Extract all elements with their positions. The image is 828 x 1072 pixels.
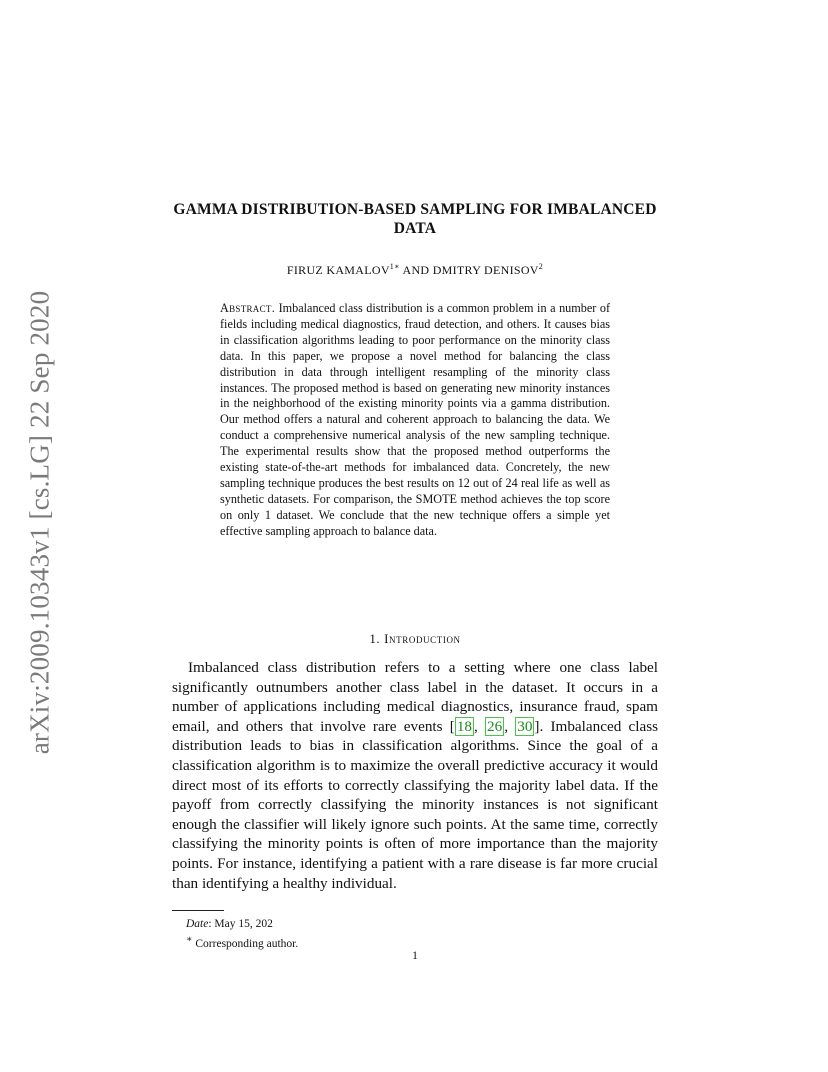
author-2-affiliation: 2 <box>538 262 544 271</box>
author-connector: AND <box>399 263 433 277</box>
author-1: FIRUZ KAMALOV <box>286 263 390 277</box>
arxiv-identifier-text: arXiv:2009.10343v1 [cs.LG] 22 Sep 2020 <box>24 290 55 755</box>
intro-text-part2: ]. Imbalanced class distribution leads to bias in classification algorithms. Since the goal of a classification algorithm is to maximize the overall predictive accuracy it would direct most of its efforts to correctly classifying the majority label data. If the payoff from correctly classifying the minority instances is not significant enough the classifier will likely ignore such points. At the same time, correctly classifying the minority points is often of more importance than the majority points. For instance, identifying a patient with a rare disease is far more crucial than identifying a healthy individual. <box>172 717 659 892</box>
citation-separator: , <box>504 717 516 735</box>
citation-link[interactable]: 30 <box>517 717 533 735</box>
page-number: 1 <box>412 950 418 962</box>
corresponding-mark: ∗ <box>186 934 193 945</box>
abstract <box>220 301 610 540</box>
intro-paragraph <box>172 658 658 893</box>
intro-text-part1: Imbalanced class distribution refers to a setting where one class label significantly outnumbers another class label in the dataset. It occurs in a number of applications including medical diagnostics, insurance fraud, spam email, and others that involve rare events [ <box>172 659 658 735</box>
section-heading: 1. Introduction <box>369 631 461 646</box>
date-label: Date <box>186 918 209 930</box>
abstract-text: Imbalanced class distribution is a common problem in a number of fields including medical diagnostics, fraud detection, and others. It causes bias in classification algorithms leading to poor performance on the minority class data. In this paper, we propose a novel method for balancing the class distribution in data through intelligent resampling of the minority class instances. The proposed method is based on generating new minority instances in the neighborhood of the existing minority points via a gamma distribution. Our method offers a natural and coherent approach to balancing the data. We conduct a comprehensive numerical analysis of the new sampling technique. The experimental results show that the proposed method outperforms the existing state-of-the-art methods for imbalanced data. Concretely, the new sampling technique produces the best results on 12 out of 24 real life as well as synthetic datasets. For comparison, the SMOTE method achieves the top score on only 1 dataset. We conclude that the new technique offers a simple yet effective sampling approach to balance data. <box>220 301 611 538</box>
corresponding-text: Corresponding author. <box>192 937 299 950</box>
date-value: : May 15, 202 <box>208 918 273 930</box>
author-line <box>172 262 658 278</box>
citation-link[interactable]: 18 <box>456 717 472 735</box>
footnote-divider <box>172 910 224 911</box>
footnotes <box>186 916 586 952</box>
author-1-affiliation: 1∗ <box>389 262 400 271</box>
abstract-heading: Abstract. <box>220 301 276 315</box>
paper-title: GAMMA DISTRIBUTION-BASED SAMPLING FOR IMBALANCED DATA <box>173 201 657 237</box>
footnote-corresponding <box>186 932 586 952</box>
citation-link[interactable]: 26 <box>487 717 503 735</box>
arxiv-identifier <box>20 285 60 760</box>
citation-separator: , <box>474 717 486 735</box>
footnote-date <box>186 916 586 932</box>
author-2: DMITRY DENISOV <box>432 263 539 277</box>
